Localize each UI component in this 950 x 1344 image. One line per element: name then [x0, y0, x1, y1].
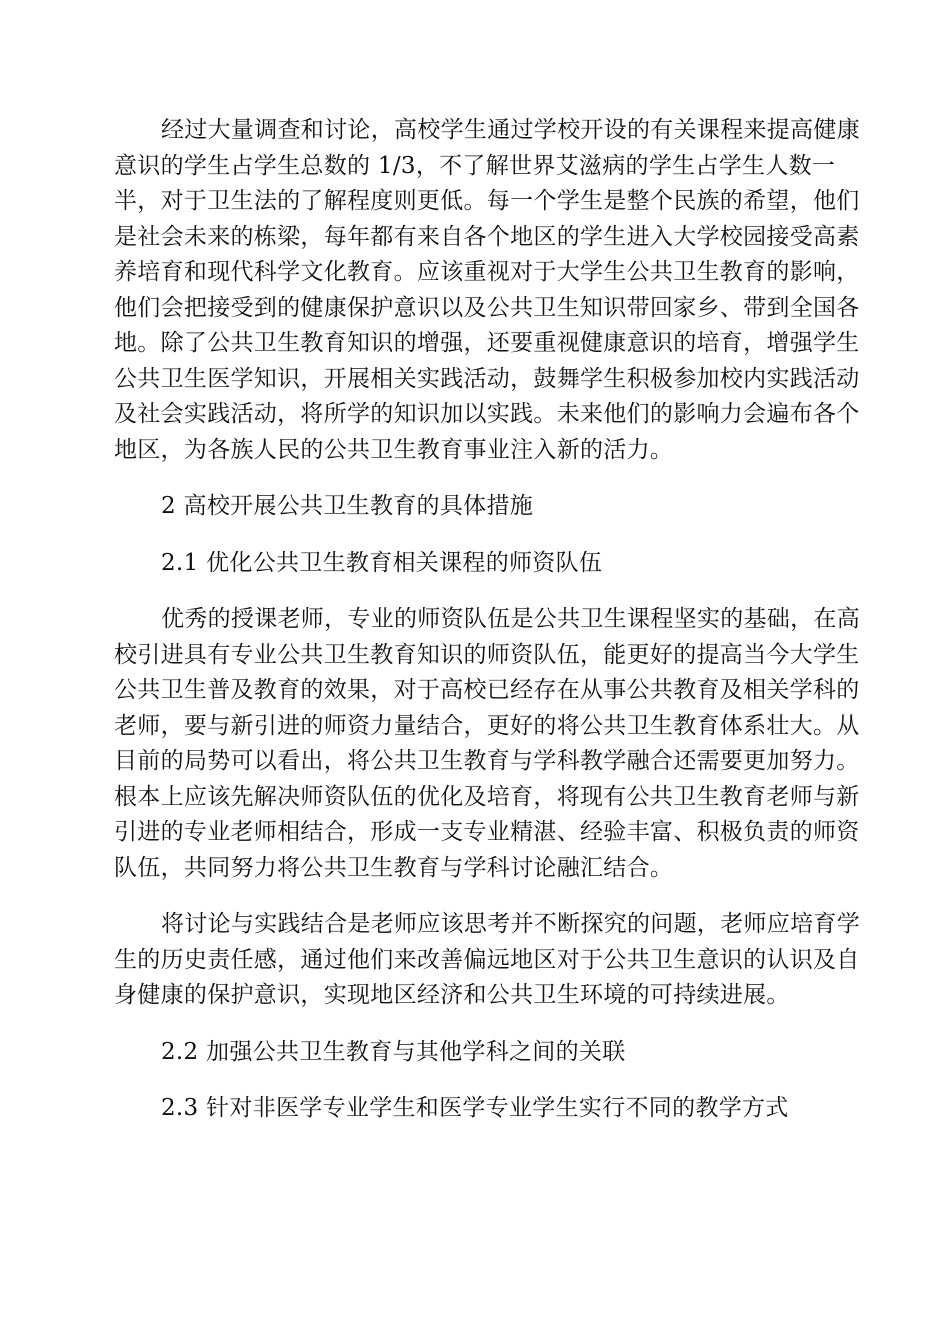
text-line: 目前的局势可以看出，将公共卫生教育与学科教学融合还需要更加努力。 [114, 748, 860, 774]
text-line: 身健康的保护意识，实现地区经济和公共卫生环境的可持续进展。 [114, 982, 790, 1008]
subsection-heading-2-2 [114, 1035, 834, 1071]
text-line: 队伍，共同努力将公共卫生教育与学科讨论融汇结合。 [114, 854, 674, 881]
text-line: 是社会未来的栋梁，每年都有来自各个地区的学生进入大学校园接受高素 [114, 223, 860, 250]
document-body [114, 113, 860, 1127]
text-line: 地区，为各族人民的公共卫生教育事业注入新的活力。 [114, 436, 674, 463]
text-line: 校引进具有专业公共卫生教育知识的师资队伍，能更好的提高当今大学生 [114, 641, 860, 668]
paragraph-faculty [114, 602, 860, 886]
text-line: 公共卫生医学知识，开展相关实践活动，鼓舞学生积极参加校内实践活动 [114, 365, 860, 392]
section-heading-2 [114, 489, 834, 525]
paragraph-awareness [114, 113, 860, 468]
heading-text: 2.3 针对非医学专业学生和医学专业学生实行不同的教学方式 [161, 1095, 789, 1121]
heading-text: 2.1 优化公共卫生教育相关课程的师资队伍 [161, 549, 603, 576]
text-line: 养培育和现代科学文化教育。应该重视对于大学生公共卫生教育的影响， [114, 259, 860, 285]
subsection-heading-2-1 [114, 546, 834, 582]
text-line: 优秀的授课老师，专业的师资队伍是公共卫生课程坚实的基础，在高 [161, 606, 860, 632]
text-line: 经过大量调查和讨论，高校学生通过学校开设的有关课程来提高健康 [161, 117, 860, 143]
paragraph-practice [114, 907, 860, 1014]
text-line: 公共卫生普及教育的效果，对于高校已经存在从事公共教育及相关学科的 [114, 677, 860, 703]
text-line: 及社会实践活动，将所学的知识加以实践。未来他们的影响力会遍布各个 [114, 401, 860, 427]
text-line: 生的历史责任感，通过他们来改善偏远地区对于公共卫生意识的认识及自 [114, 946, 860, 973]
text-line: 老师，要与新引进的师资力量结合，更好的将公共卫生教育体系壮大。从 [114, 712, 860, 739]
text-line: 他们会把接受到的健康保护意识以及公共卫生知识带回家乡、带到全国各 [114, 294, 860, 321]
subsection-heading-2-3 [114, 1091, 834, 1127]
text-line: 半，对于卫生法的了解程度则更低。每一个学生是整个民族的希望，他们 [114, 188, 860, 214]
text-line: 引进的专业老师相结合，形成一支专业精湛、经验丰富、积极负责的师资 [114, 819, 860, 845]
text-line: 将讨论与实践结合是老师应该思考并不断探究的问题，老师应培育学 [161, 911, 860, 937]
text-line: 地。除了公共卫生教育知识的增强，还要重视健康意识的培育，增强学生 [114, 330, 860, 356]
text-line: 根本上应该先解决师资队伍的优化及培育，将现有公共卫生教育老师与新 [114, 783, 860, 810]
text-line: 意识的学生占学生总数的 1/3，不了解世界艾滋病的学生占学生人数一 [114, 152, 836, 179]
heading-text: 2.2 加强公共卫生教育与其他学科之间的关联 [161, 1038, 626, 1065]
heading-text: 2 高校开展公共卫生教育的具体措施 [161, 493, 534, 519]
